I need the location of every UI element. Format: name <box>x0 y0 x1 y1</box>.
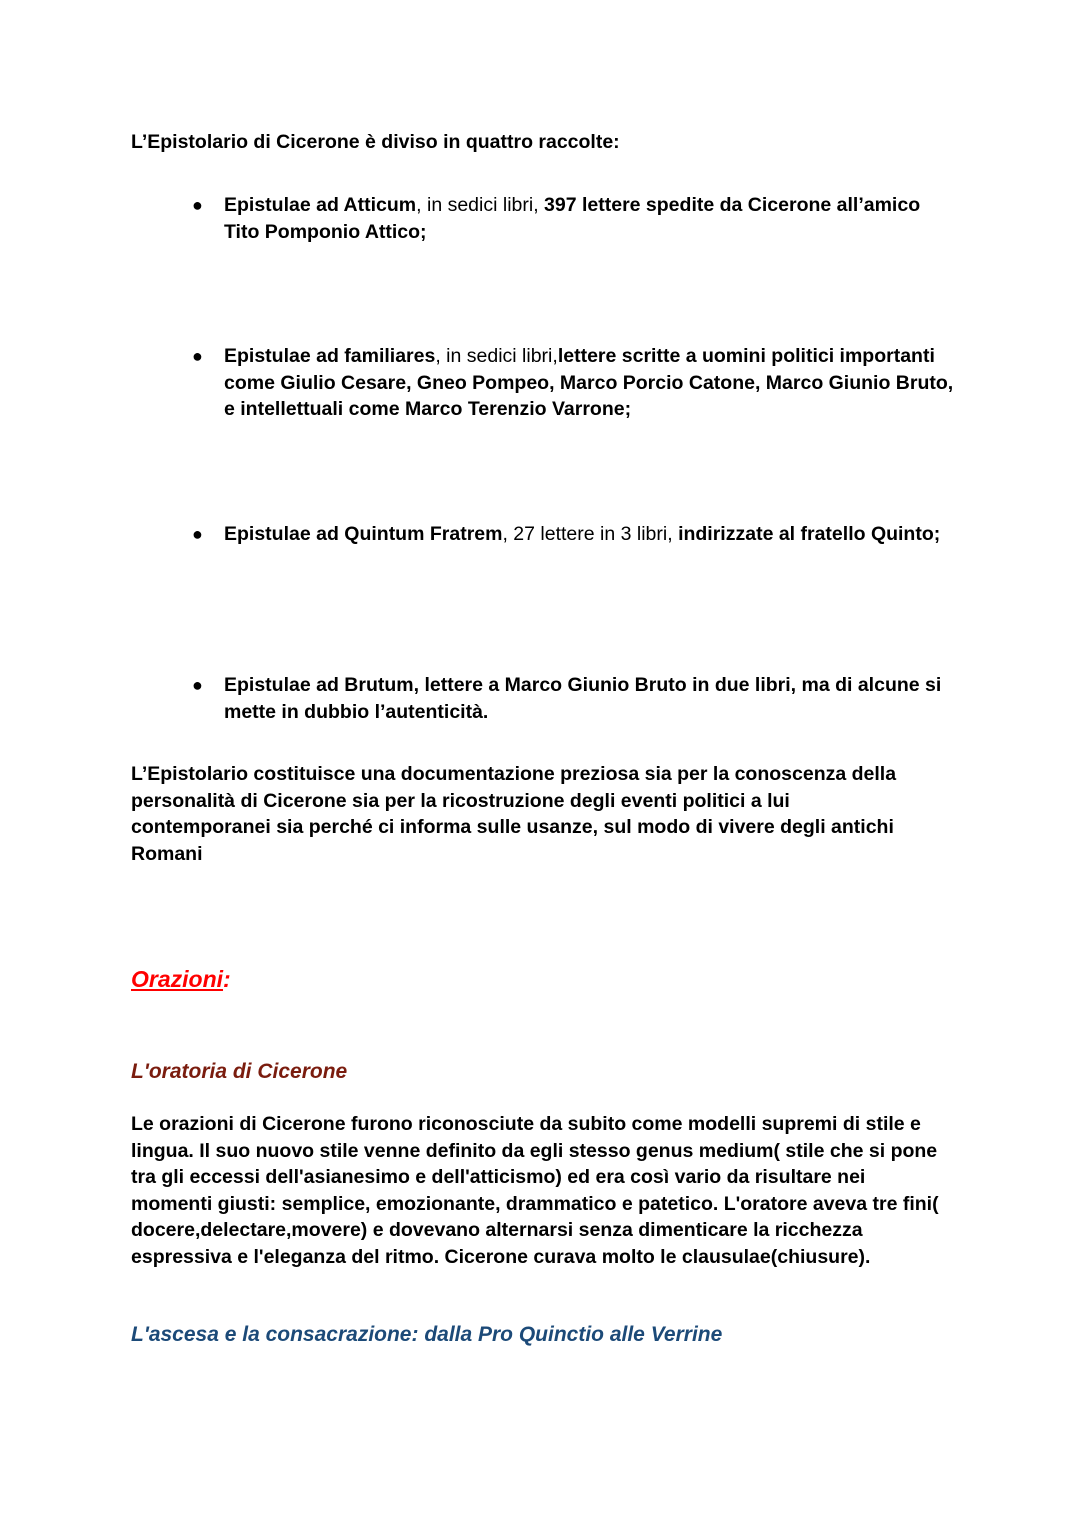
list-item-title: Epistulae ad Quintum Fratrem <box>224 523 503 545</box>
heading-oratoria: L'oratoria di Cicerone <box>131 1060 348 1083</box>
list-item-title: Epistulae ad familiares <box>224 345 436 367</box>
list-item-detail: , 27 lettere in 3 libri, <box>502 523 679 545</box>
bullet-icon: ● <box>192 195 203 215</box>
bullet-icon: ● <box>192 675 203 695</box>
list-item-detail: , in sedici libri, <box>435 345 558 367</box>
list-item-desc: 397 lettere spedite da Cicerone all’amico Tito Pomponio Attico; <box>224 194 921 243</box>
list-item-desc: lettere scritte a uomini politici importanti come Giulio Cesare, Gneo Pompeo, Marco Porcio Catone, Marco Giunio Bruto, e intellettuali come Marco Terenzio Varrone; <box>224 345 954 420</box>
paragraph-epistolario: L’Epistolario costituisce una documentazione preziosa sia per la conoscenza della personalità di Cicerone sia per la ricostruzione degli eventi politici a lui contemporanei sia perché ci informa sulle usanze, sul modo di vivere degli antichi Romani <box>131 763 897 865</box>
list-item <box>192 192 954 245</box>
list-item <box>192 672 954 725</box>
heading-orazioni-text: Orazioni <box>131 966 224 992</box>
list-item-title: Epistulae ad Brutum, lettere a Marco Giunio Bruto in due libri, ma di alcune si mette in dubbio l’autenticità. <box>224 674 942 723</box>
paragraph-oratoria: Le orazioni di Cicerone furono riconosciute da subito come modelli supremi di stile e lingua. Il suo nuovo stile venne definito da egli stesso genus medium( stile che si pone tra gli eccessi dell'asianesimo e dell'atticismo) ed era così vario da risultare nei momenti giusti: semplice, emozionante, drammatico e patetico. L'oratore aveva tre fini( docere,delectare,movere) e dovevano alternarsi senza dimenticare la ricchezza espressiva e l'eleganza del ritmo. Cicerone curava molto le clausulae(chiusure). <box>131 1113 939 1268</box>
bullet-icon: ● <box>192 524 203 544</box>
list-item-detail: , in sedici libri, <box>416 194 545 216</box>
intro-text: L’Epistolario di Cicerone è diviso in quattro raccolte: <box>131 131 620 153</box>
heading-ascesa: L'ascesa e la consacrazione: dalla Pro Quinctio alle Verrine <box>131 1323 723 1346</box>
heading-orazioni-colon: : <box>223 966 231 992</box>
list-item-desc: indirizzate al fratello Quinto; <box>678 523 941 545</box>
list-item <box>192 343 954 423</box>
list-item <box>192 521 954 548</box>
bullet-icon: ● <box>192 346 203 366</box>
heading-orazioni <box>131 966 231 993</box>
list-item-title: Epistulae ad Atticum <box>224 194 417 216</box>
